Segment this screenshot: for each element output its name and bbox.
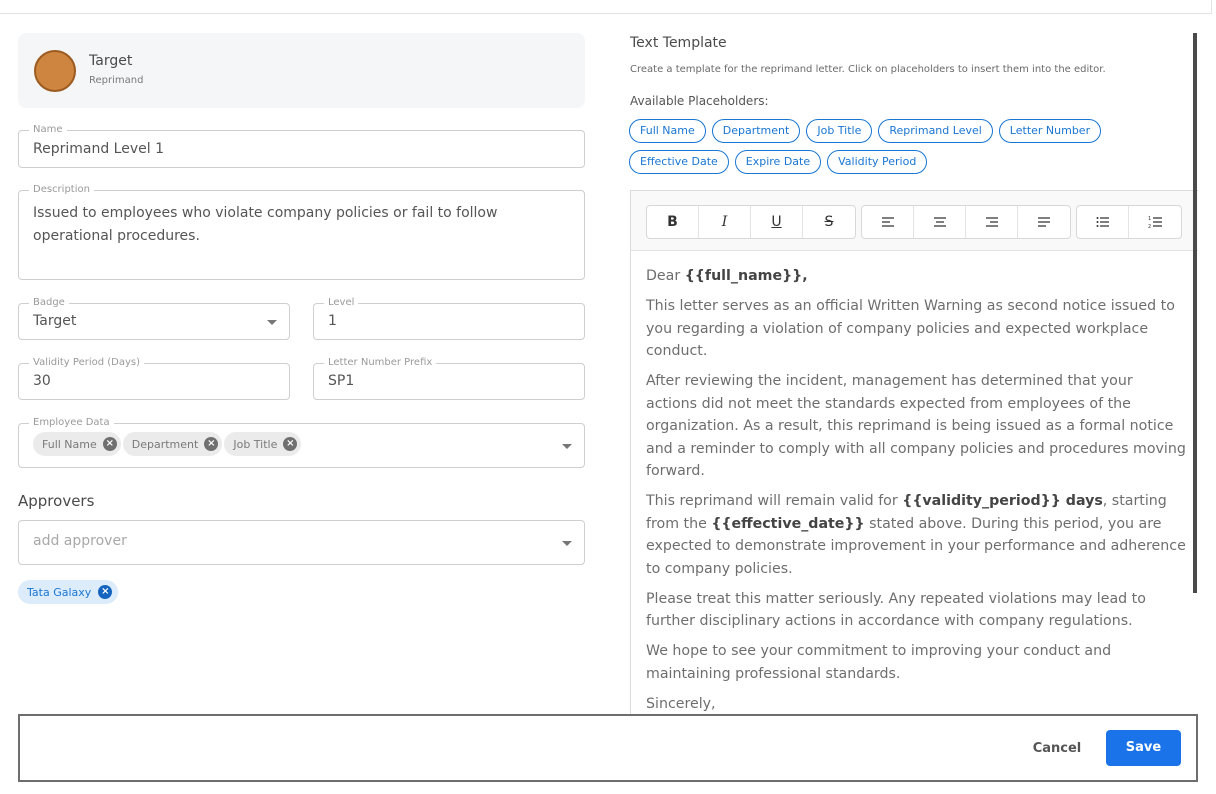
badge-label: Badge (29, 297, 69, 309)
level-label: Level (324, 297, 358, 309)
placeholder-chip[interactable]: Validity Period (827, 150, 927, 174)
name-value: Reprimand Level 1 (33, 141, 164, 157)
approvers-heading: Approvers (18, 492, 95, 510)
letter-salutation (646, 265, 1186, 288)
align-right-icon[interactable] (966, 206, 1018, 238)
align-left-icon[interactable] (862, 206, 914, 238)
letter-paragraph-4: Please treat this matter seriously. Any repeated violations may lead to further disciplinary actions in accordance with company regulations. (646, 590, 1146, 629)
scrollbar[interactable] (1193, 33, 1197, 593)
letter-closing: Sincerely, (646, 695, 716, 712)
badge-value: Target (33, 313, 77, 329)
cancel-button[interactable]: Cancel (1032, 741, 1082, 756)
svg-text:1: 1 (1148, 216, 1152, 222)
description-field[interactable] (18, 184, 585, 280)
letter-paragraph-3 (646, 490, 1186, 580)
bullet-list-icon[interactable] (1077, 206, 1129, 238)
description-value: Issued to employees who violate company policies or fail to follow operational procedures. (33, 205, 498, 244)
chevron-down-icon[interactable] (562, 444, 572, 449)
placeholder-chip[interactable]: Department (712, 119, 801, 143)
chip-label: Job Title (233, 437, 278, 451)
text-template-description: Create a template for the reprimand letter. Click on placeholders to insert them into the editor. (630, 64, 1106, 75)
validity-period-value: 30 (33, 373, 51, 389)
validity-period-field[interactable] (18, 357, 290, 400)
italic-icon[interactable]: I (699, 206, 751, 238)
align-center-icon[interactable] (914, 206, 966, 238)
chip-job-title (224, 432, 301, 456)
chip-department (123, 432, 223, 456)
full-name-placeholder: {{full_name}}, (684, 268, 808, 284)
description-label: Description (29, 184, 94, 196)
text: This reprimand will remain valid for (646, 493, 903, 509)
add-approver-placeholder: add approver (33, 533, 127, 549)
svg-text:2: 2 (1148, 224, 1152, 229)
approver-chip (18, 580, 118, 604)
validity-period-placeholder: {{validity_period}} days (902, 493, 1103, 509)
validity-period-label: Validity Period (Days) (29, 357, 144, 369)
add-approver-select[interactable] (18, 520, 585, 565)
remove-icon[interactable]: × (204, 437, 218, 451)
editor-content[interactable] (646, 265, 1186, 753)
remove-icon[interactable]: × (98, 585, 112, 599)
placeholder-list (629, 119, 1195, 181)
placeholder-chip[interactable]: Expire Date (735, 150, 821, 174)
underline-icon[interactable]: U (751, 206, 803, 238)
name-label: Name (29, 124, 67, 136)
ordered-list-icon[interactable] (1129, 206, 1181, 238)
employee-data-label: Employee Data (29, 417, 114, 429)
employee-data-chips (33, 432, 303, 456)
approver-name: Tata Galaxy (27, 585, 92, 599)
placeholder-chip[interactable]: Job Title (806, 119, 872, 143)
badge-preview-card (18, 33, 585, 108)
chevron-down-icon[interactable] (562, 541, 572, 546)
top-bar-edge (0, 0, 1212, 14)
chip-label: Department (131, 437, 199, 451)
letter-paragraph-2: After reviewing the incident, management has determined that your actions did not meet the standards expected from employees of the organization. As a result, this reprimand is being issued as a formal notice and a reminder to comply with all company policies and procedures moving forward. (646, 373, 1186, 479)
placeholder-chip[interactable]: Letter Number (999, 119, 1101, 143)
placeholders-label: Available Placeholders: (630, 94, 769, 108)
name-field[interactable] (18, 124, 585, 168)
text-template-heading: Text Template (630, 35, 727, 51)
letter-number-prefix-value: SP1 (328, 373, 355, 389)
strikethrough-icon[interactable]: S (824, 214, 834, 230)
letter-number-prefix-field[interactable] (313, 357, 585, 400)
badge-select[interactable] (18, 297, 290, 340)
remove-icon[interactable]: × (283, 437, 297, 451)
text: , starting from the (646, 493, 1167, 532)
chevron-down-icon (267, 320, 277, 325)
bold-icon[interactable]: B (647, 206, 699, 238)
letter-number-prefix-label: Letter Number Prefix (324, 357, 436, 369)
text: stated above. During this period, you are expected to demonstrate improvement in your performance and adherence to company policies. (646, 515, 1186, 577)
letter-paragraph-5: We hope to see your commitment to improving your conduct and maintaining professional standards. (646, 643, 1112, 682)
level-field[interactable] (313, 297, 585, 340)
level-value: 1 (328, 313, 337, 329)
chip-label: Full Name (42, 437, 97, 451)
placeholder-chip[interactable]: Reprimand Level (878, 119, 992, 143)
format-group (646, 205, 856, 239)
badge-subtitle: Reprimand (89, 75, 144, 86)
employee-data-select[interactable] (18, 417, 585, 468)
effective-date-placeholder: {{effective_date}} (711, 515, 865, 532)
rich-text-editor[interactable] (630, 190, 1198, 730)
chip-full-name (33, 432, 121, 456)
save-button[interactable]: Save (1106, 730, 1181, 766)
footer-bar (18, 714, 1198, 782)
list-group (1076, 205, 1182, 239)
remove-icon[interactable]: × (103, 437, 117, 451)
align-justify-icon[interactable] (1018, 206, 1070, 238)
letter-paragraph-1: This letter serves as an official Written Warning as second notice issued to you regarding a violation of company policies and expected workplace conduct. (646, 298, 1175, 359)
editor-toolbar (631, 191, 1198, 251)
badge-title: Target (89, 53, 133, 69)
salutation-text: Dear (646, 268, 685, 284)
placeholder-chip[interactable]: Full Name (629, 119, 706, 143)
badge-icon (34, 50, 76, 92)
align-group (861, 205, 1071, 239)
placeholder-chip[interactable]: Effective Date (629, 150, 729, 174)
